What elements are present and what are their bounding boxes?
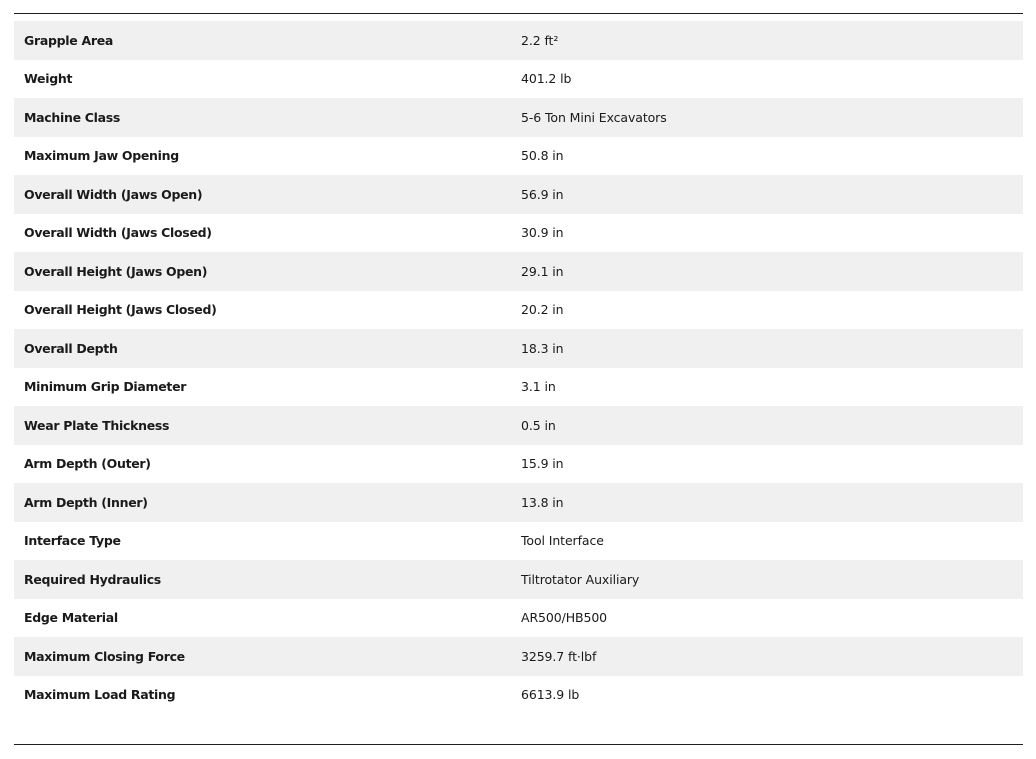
top-divider (14, 13, 1023, 14)
spec-value: 13.8 in (521, 494, 564, 510)
spec-label: Grapple Area (24, 32, 114, 48)
spec-row (14, 214, 1023, 253)
spec-label: Machine Class (24, 109, 121, 125)
spec-label: Overall Height (Jaws Open) (24, 263, 208, 279)
spec-label: Weight (24, 71, 73, 87)
spec-value: Tool Interface (521, 533, 604, 549)
spec-label: Arm Depth (Inner) (24, 494, 148, 510)
spec-value: 3259.7 ft·lbf (521, 648, 597, 664)
spec-value: 3.1 in (521, 379, 556, 395)
spec-row (14, 406, 1023, 445)
spec-row (14, 329, 1023, 368)
bottom-divider (14, 744, 1023, 745)
spec-value: 15.9 in (521, 456, 564, 472)
spec-row (14, 637, 1023, 676)
spec-label: Required Hydraulics (24, 571, 161, 587)
spec-label: Overall Depth (24, 340, 118, 356)
spec-value: 20.2 in (521, 302, 564, 318)
spec-label: Maximum Load Rating (24, 687, 176, 703)
spec-label: Overall Width (Jaws Open) (24, 186, 203, 202)
spec-row (14, 137, 1023, 176)
spec-value: 50.8 in (521, 148, 564, 164)
spec-row (14, 175, 1023, 214)
spec-label: Interface Type (24, 533, 121, 549)
spec-row (14, 599, 1023, 638)
spec-row (14, 21, 1023, 60)
spec-row (14, 522, 1023, 561)
spec-value: 401.2 lb (521, 71, 572, 87)
spec-row (14, 291, 1023, 330)
spec-value: AR500/HB500 (521, 610, 608, 626)
spec-label: Overall Height (Jaws Closed) (24, 302, 217, 318)
spec-row (14, 560, 1023, 599)
spec-label: Edge Material (24, 610, 118, 626)
spec-value: 5-6 Ton Mini Excavators (521, 109, 667, 125)
spec-label: Overall Width (Jaws Closed) (24, 225, 212, 241)
spec-value: 30.9 in (521, 225, 564, 241)
spec-value: 6613.9 lb (521, 687, 580, 703)
spec-value: 0.5 in (521, 417, 556, 433)
spec-label: Maximum Jaw Opening (24, 148, 179, 164)
spec-value: 2.2 ft² (521, 32, 559, 48)
spec-row (14, 98, 1023, 137)
spec-value: Tiltrotator Auxiliary (521, 571, 640, 587)
spec-row (14, 483, 1023, 522)
spec-label: Arm Depth (Outer) (24, 456, 151, 472)
spec-row (14, 60, 1023, 99)
spec-row (14, 676, 1023, 715)
spec-label: Minimum Grip Diameter (24, 379, 187, 395)
spec-value: 18.3 in (521, 340, 564, 356)
spec-value: 29.1 in (521, 263, 564, 279)
spec-row (14, 368, 1023, 407)
spec-table (14, 21, 1023, 714)
spec-label: Wear Plate Thickness (24, 417, 170, 433)
spec-value: 56.9 in (521, 186, 564, 202)
spec-row (14, 252, 1023, 291)
spec-row (14, 445, 1023, 484)
spec-label: Maximum Closing Force (24, 648, 185, 664)
